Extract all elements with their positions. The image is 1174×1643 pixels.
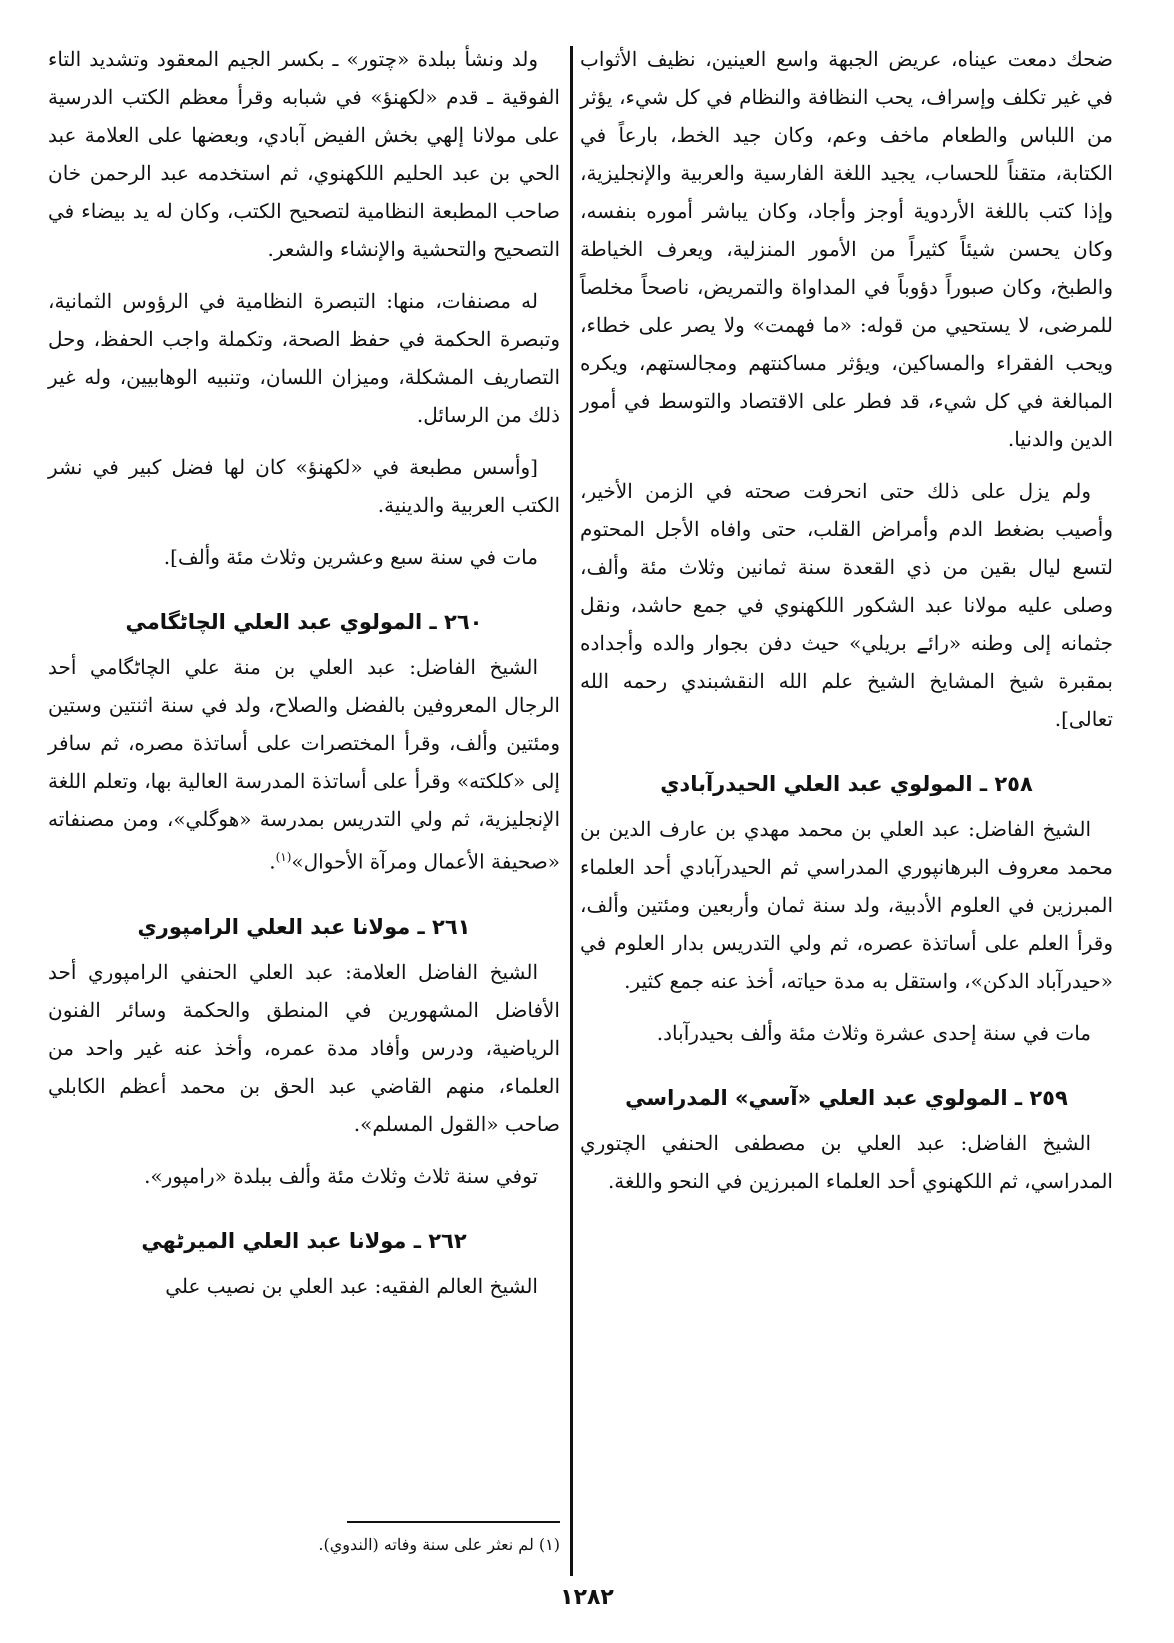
footnote-marker: (١) [275, 850, 292, 864]
paragraph: ولم يزل على ذلك حتى انحرفت صحته في الزمن الأخير، وأصيب بضغط الدم وأمراض القلب، حتى وافاه الأجل المحتوم لتسع ليال بقين من ذي القعدة سنة ثمانين وثلاث مئة وألف، وصلى عليه مولانا عبد الشكور اللكهنوي في جمع حاشد، ونقل جثمانه إلى وطنه «رائے بريلي» حيث دفن بجوار والده وأجداده بمقبرة شيخ المشايخ الشيخ علم الله النقشبندي رحمه الله تعالى]. [580, 479, 1113, 731]
paragraph: الشيخ الفاضل: عبد العلي بن محمد مهدي بن عارف الدين بن محمد معروف البرهانپوري المدراسي ثم الحيدرآبادي أحد العلماء المبرزين في العلوم الأدبية، ولد سنة ثمان وأربعين ومئتين وألف، وقرأ العلم على أساتذة عصره، ثم ولي التدريس بدار العلوم في «حيدرآباد الدكن»، واستقل به مدة حياته، أخذ عنه جمع كثير. [580, 817, 1113, 993]
paragraph: له مصنفات، منها: التبصرة النظامية في الرؤوس الثمانية، وتبصرة الحكمة في حفظ الصحة، وتكملة واجب الحفظ، وحل التصاريف المشكلة، وميزان اللسان، وتنبيه الوهابيين، وله غير ذلك من الرسائل. [48, 289, 560, 427]
paragraph: ضحك دمعت عيناه، عريض الجبهة واسع العينين، نظيف الأثواب في غير تكلف وإسراف، يحب النظافة والنظام في كل شيء، يؤثر من اللباس والطعام ماخف وعم، وكان جيد الخط، بارعاً في الكتابة، متقناً للحساب، يجيد اللغة الفارسية والعربية والإنجليزية، وإذا كتب باللغة الأردوية أوجز وأجاد، وكان يباشر أموره بنفسه، وكان يحسن شيئاً كثيراً من الأمور المنزلية، ويعرف الخياطة والطبخ، وكان صبوراً دؤوباً في المداواة والتمريض، ناصحاً مخلصاً للمرضى، لا يستحيي من قوله: «ما فهمت» ولا يصر على خطاء، ويحب الفقراء والمساكين، ويؤثر مساكنتهم ومجالستهم، ويكره المبالغة في كل شيء، قد فطر على الاقتصاد والتوسط في أمور الدين والدنيا. [580, 47, 1113, 451]
paragraph: الشيخ الفاضل العلامة: عبد العلي الحنفي الرامپوري أحد الأفاضل المشهورين في المنطق والحكمة وسائر الفنون الرياضية، ودرس وأفاد مدة عمره، وأخذ عنه غير واحد من العلماء، منهم القاضي عبد الحق بن محمد أعظم الكابلي صاحب «القول المسلم». [48, 959, 560, 1136]
right-column [580, 40, 1113, 1214]
entry-heading-262: ٢٦٢ ـ مولانا عبد العلي الميرٹهي [141, 1228, 467, 1253]
entry-heading-260: ٢٦٠ ـ المولوي عبد العلي الچاٹگامي [125, 610, 483, 634]
paragraph: ولد ونشأ ببلدة «چتور» ـ بكسر الجيم المعقود وتشديد التاء الفوقية ـ قدم «لكهنؤ» في شبابه وقرأ معظم الكتب الدرسية على مولانا إلهي بخش الفيض آبادي، وبعضها على العلامة عبد الحي بن عبد الحليم اللكهنوي، ثم استخدمه عبد الرحمن خان صاحب المطبعة النظامية لتصحيح الكتب، وكان له يد بيضاء في التصحيح والتحشية والإنشاء والشعر. [48, 47, 560, 261]
entry-heading-259: ٢٥٩ ـ المولوي عبد العلي «آسي» المدراسي [625, 1086, 1068, 1110]
paragraph: [وأسس مطبعة في «لكهنؤ» كان لها فضل كبير في نشر الكتب العربية والدينية. [48, 455, 560, 517]
paragraph: الشيخ العالم الفقيه: عبد العلي بن نصيب علي [165, 1273, 538, 1298]
paragraph: مات في سنة إحدى عشرة وثلاث مئة وألف بحيدرآباد. [656, 1021, 1091, 1045]
paragraph: الشيخ الفاضل: عبد العلي بن مصطفى الحنفي الچتوري المدراسي، ثم اللكهنوي أحد العلماء المبرزين في النحو واللغة. [580, 1131, 1113, 1193]
page-number: ١٢٨٢ [560, 1585, 614, 1610]
left-column [48, 40, 560, 1319]
entry-heading-261: ٢٦١ ـ مولانا عبد العلي الرامپوري [137, 914, 471, 939]
footnote: (١) لم نعثر على سنة وفاته (الندوي). [318, 1535, 560, 1554]
paragraph: مات في سنة سبع وعشرين وثلاث مئة وألف]. [163, 545, 538, 569]
column-divider [570, 46, 573, 1576]
entry-heading-258: ٢٥٨ ـ المولوي عبد العلي الحيدرآبادي [660, 772, 1033, 796]
paragraph: الشيخ الفاضل: عبد العلي بن منة علي الچاٹگامي أحد الرجال المعروفين بالفضل والصلاح، ولد في سنة اثنتين وستين ومئتين وألف، وقرأ المختصرات على أساتذة مصره، ثم سافر إلى «كلكته» وقرأ على أساتذة المدرسة العالية بها، وتعلم اللغة الإنجليزية، ثم ولي التدريس بمدرسة «هوگلي»، ومن مصنفاته «صحيفة الأعمال ومرآة الأحوال»$^{(١)}$. [48, 655, 560, 874]
footnote-rule [347, 1521, 560, 1523]
paragraph: توفي سنة ثلاث وثلاث مئة وألف ببلدة «رامپور». [144, 1163, 538, 1188]
